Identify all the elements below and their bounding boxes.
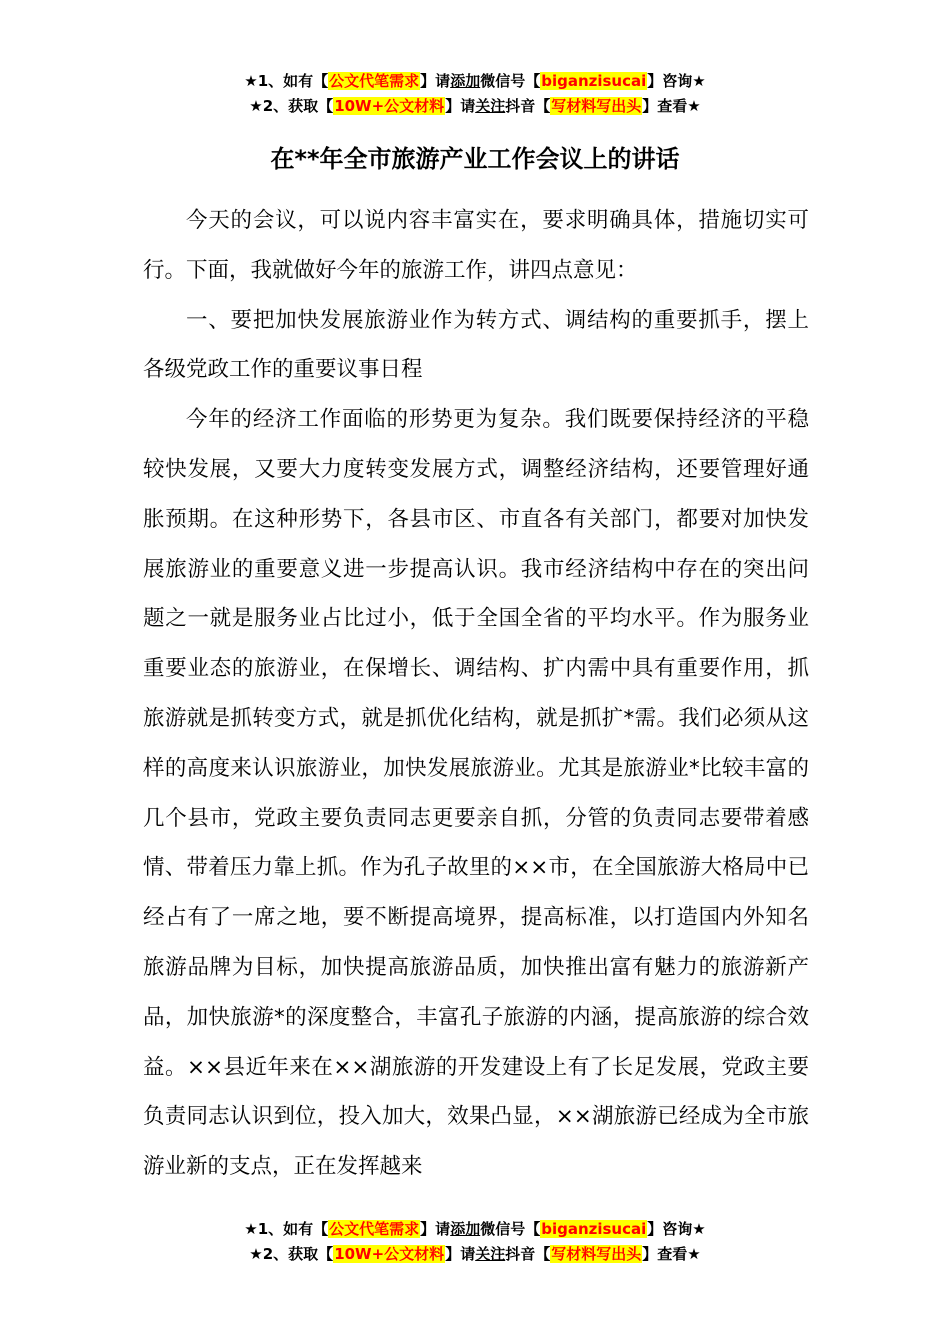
banner-line-2: [0, 1242, 950, 1267]
banner-underlined-text: 添加: [450, 1220, 481, 1238]
banner-highlight: 10W+公文材料: [334, 1245, 445, 1263]
header-banner: [0, 69, 950, 119]
banner-text: 】咨询★: [647, 72, 706, 90]
banner-text: ★1、如有【: [244, 1220, 329, 1238]
banner-text: 】请: [420, 72, 451, 90]
banner-highlight: 写材料写出头: [551, 97, 642, 115]
paragraph-body: 今年的经济工作面临的形势更为复杂。我们既要保持经济的平稳较快发展，又要大力度转变发展方式，调整经济结构，还要管理好通胀预期。在这种形势下，各县市区、市直各有关部门，都要对加快发展旅游业的重要意义进一步提高认识。我市经济结构中存在的突出问题之一就是服务业占比过小，低于全国全省的平均水平。作为服务业重要业态的旅游业，在保增长、调结构、扩内需中具有重要作用，抓旅游就是抓转变方式，就是抓优化结构，就是抓扩*需。我们必须从这样的高度来认识旅游业，加快发展旅游业。尤其是旅游业*比较丰富的几个县市，党政主要负责同志更要亲自抓，分管的负责同志要带着感情、带着压力靠上抓。作为孔子故里的××市，在全国旅游大格局中已经占有了一席之地，要不断提高境界，提高标准，以打造国内外知名旅游品牌为目标，加快提高旅游品质，加快推出富有魅力的旅游新产品，加快旅游*的深度整合，丰富孔子旅游的内涵，提高旅游的综合效益。××县近年来在××湖旅游的开发建设上有了长足发展，党政主要负责同志认识到位，投入加大，效果凸显，××湖旅游已经成为全市旅游业新的支点，正在发挥越来: [143, 407, 809, 1180]
banner-text: 】查看★: [642, 97, 701, 115]
banner-highlight: 公文代笔需求: [329, 1220, 420, 1238]
banner-text: 】请: [445, 97, 476, 115]
banner-text: 微信号【: [480, 72, 541, 90]
paragraph-heading-1: 一、要把加快发展旅游业作为转方式、调结构的重要抓手，摆上各级党政工作的重要议事日程: [143, 307, 809, 383]
banner-highlight: 公文代笔需求: [329, 72, 420, 90]
banner-line-2: [0, 94, 950, 119]
banner-text: 】请: [445, 1245, 476, 1263]
banner-text: 】咨询★: [647, 1220, 706, 1238]
banner-highlight: biganzisucai: [541, 72, 647, 90]
banner-text: ★1、如有【: [244, 72, 329, 90]
banner-highlight: 写材料写出头: [551, 1245, 642, 1263]
banner-underlined-text: 关注: [475, 1245, 506, 1263]
banner-text: 】查看★: [642, 1245, 701, 1263]
banner-text: 抖音【: [505, 97, 551, 115]
banner-highlight: 10W+公文材料: [334, 97, 445, 115]
banner-underlined-text: 关注: [475, 97, 506, 115]
document-body: [143, 196, 809, 1192]
banner-text: 】请: [420, 1220, 451, 1238]
banner-highlight: biganzisucai: [541, 1220, 647, 1238]
banner-text: ★2、获取【: [249, 97, 334, 115]
banner-text: 抖音【: [505, 1245, 551, 1263]
banner-line-1: [0, 69, 950, 94]
banner-line-1: [0, 1217, 950, 1242]
paragraph-intro: 今天的会议，可以说内容丰富实在，要求明确具体，措施切实可行。下面，我就做好今年的旅游工作，讲四点意见：: [143, 208, 809, 283]
banner-text: ★2、获取【: [249, 1245, 334, 1263]
banner-underlined-text: 添加: [450, 72, 481, 90]
document-title: 在**年全市旅游产业工作会议上的讲话: [270, 145, 680, 173]
footer-banner: [0, 1217, 950, 1267]
banner-text: 微信号【: [480, 1220, 541, 1238]
